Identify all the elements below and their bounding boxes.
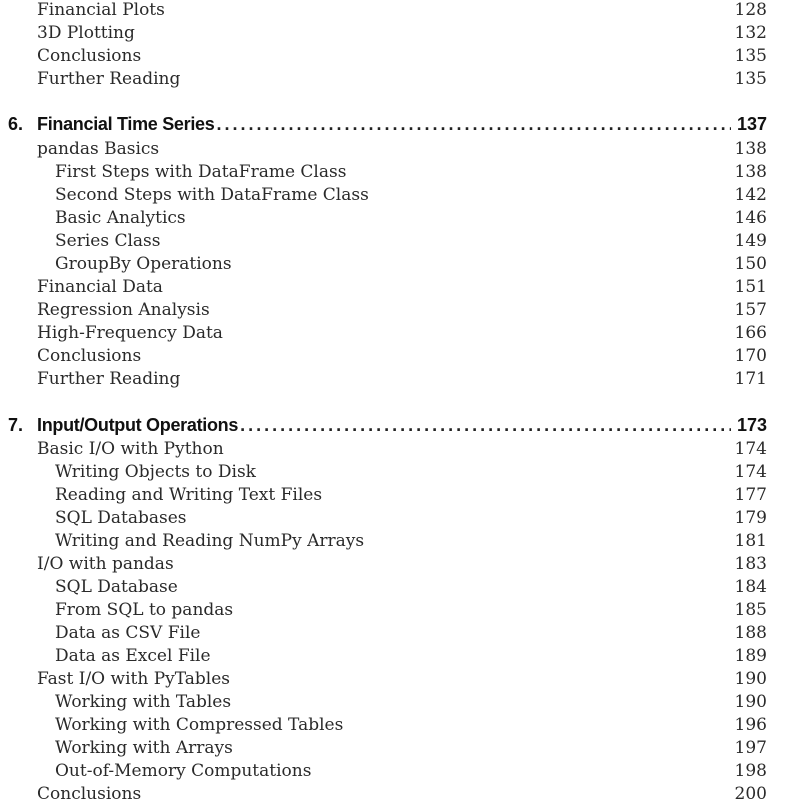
toc-subentry[interactable] — [37, 645, 767, 668]
toc-entry-title: pandas Basics — [37, 139, 160, 159]
toc-entry-page: 184 — [734, 577, 767, 597]
toc-entry[interactable] — [37, 45, 767, 68]
toc-entry-page: 138 — [734, 139, 767, 159]
toc-entry-title: Conclusions — [37, 346, 142, 366]
toc-entry-page: 128 — [734, 0, 767, 20]
toc-entry-title: Writing Objects to Disk — [55, 462, 256, 482]
toc-subentry[interactable] — [37, 530, 767, 553]
toc-entry-title: Working with Compressed Tables — [55, 715, 344, 735]
toc-entry-title: Fast I/O with PyTables — [37, 669, 230, 689]
dot-leader — [216, 112, 730, 136]
toc-entry-title: Conclusions — [37, 784, 142, 804]
toc-entry[interactable] — [37, 138, 767, 161]
toc-entry-page: 196 — [734, 715, 767, 735]
toc-entry-title: From SQL to pandas — [55, 600, 234, 620]
chapter-page: 137 — [736, 114, 767, 134]
toc-entry-title: Series Class — [55, 231, 161, 251]
toc-entry-title: Writing and Reading NumPy Arrays — [55, 531, 365, 551]
toc-entry-title: Further Reading — [37, 69, 181, 89]
toc-entry-page: 146 — [734, 208, 767, 228]
toc-entry[interactable] — [37, 68, 767, 91]
toc-subentry[interactable] — [37, 161, 767, 184]
toc-entry-page: 198 — [734, 761, 767, 781]
toc-entry-page: 190 — [734, 669, 767, 689]
toc-entry[interactable] — [37, 553, 767, 576]
toc-subentry[interactable] — [37, 622, 767, 645]
toc-entry-title: Regression Analysis — [37, 300, 210, 320]
toc-subentry[interactable] — [37, 184, 767, 207]
toc-entry-page: 190 — [734, 692, 767, 712]
chapter-number: 7. — [8, 415, 24, 435]
toc-entry-title: Basic Analytics — [55, 208, 186, 228]
toc-entry[interactable] — [37, 783, 767, 806]
toc-subentry[interactable] — [37, 207, 767, 230]
toc-entry-title: Data as Excel File — [55, 646, 211, 666]
toc-subentry[interactable] — [37, 484, 767, 507]
toc-entry-page: 183 — [734, 554, 767, 574]
chapter-title: Financial Time Series — [37, 114, 215, 134]
toc-entry-page: 185 — [734, 600, 767, 620]
toc-entry-page: 189 — [734, 646, 767, 666]
toc-subentry[interactable] — [37, 760, 767, 783]
toc-entry-page: 188 — [734, 623, 767, 643]
chapter-number: 6. — [8, 114, 24, 134]
toc-entry-page: 142 — [734, 185, 767, 205]
chapter-title: Input/Output Operations — [37, 415, 239, 435]
dot-leader — [240, 413, 731, 437]
toc-entry[interactable] — [37, 299, 767, 322]
toc-entry[interactable] — [37, 322, 767, 345]
toc-entry-page: 177 — [734, 485, 767, 505]
toc-entry-title: SQL Databases — [55, 508, 187, 528]
toc-entry-title: Working with Tables — [55, 692, 232, 712]
toc-entry-title: Further Reading — [37, 369, 181, 389]
toc-entry-title: GroupBy Operations — [55, 254, 232, 274]
chapter-page: 173 — [736, 415, 767, 435]
toc-entry-page: 135 — [734, 69, 767, 89]
toc-entry-title: First Steps with DataFrame Class — [55, 162, 347, 182]
toc-entry-title: Second Steps with DataFrame Class — [55, 185, 369, 205]
toc-entry-page: 200 — [734, 784, 767, 804]
toc-subentry[interactable] — [37, 507, 767, 530]
toc-subentry[interactable] — [37, 691, 767, 714]
toc-entry[interactable] — [37, 276, 767, 299]
toc-entry-title: Basic I/O with Python — [37, 439, 224, 459]
toc-entry-page: 135 — [734, 46, 767, 66]
toc-subentry[interactable] — [37, 230, 767, 253]
toc-entry-title: Financial Data — [37, 277, 163, 297]
toc-entry-title: 3D Plotting — [37, 23, 135, 43]
toc-subentry[interactable] — [37, 576, 767, 599]
toc-entry-page: 170 — [734, 346, 767, 366]
toc-subentry[interactable] — [37, 253, 767, 276]
toc-entry-page: 174 — [734, 462, 767, 482]
toc-entry-page: 157 — [734, 300, 767, 320]
toc-entry-title: Working with Arrays — [55, 738, 233, 758]
toc-entry-page: 179 — [734, 508, 767, 528]
toc-entry-page: 151 — [734, 277, 767, 297]
toc-entry-page: 138 — [734, 162, 767, 182]
toc-entry[interactable] — [37, 345, 767, 368]
toc-entry-title: Out-of-Memory Computations — [55, 761, 312, 781]
toc-entry-title: Reading and Writing Text Files — [55, 485, 323, 505]
toc-entry[interactable] — [37, 0, 767, 22]
chapter-heading-6[interactable] — [8, 112, 767, 136]
toc-subentry[interactable] — [37, 461, 767, 484]
toc-entry-title: Financial Plots — [37, 0, 165, 20]
toc-entry[interactable] — [37, 668, 767, 691]
toc-entry-title: SQL Database — [55, 577, 178, 597]
toc-entry-page: 149 — [734, 231, 767, 251]
toc-subentry[interactable] — [37, 599, 767, 622]
toc-entry-title: Data as CSV File — [55, 623, 201, 643]
chapter-heading-7[interactable] — [8, 413, 767, 437]
toc-entry[interactable] — [37, 438, 767, 461]
toc-entry-title: I/O with pandas — [37, 554, 174, 574]
toc-entry-title: Conclusions — [37, 46, 142, 66]
toc-entry-page: 166 — [734, 323, 767, 343]
toc-entry-page: 197 — [734, 738, 767, 758]
toc-entry-title: High-Frequency Data — [37, 323, 223, 343]
toc-entry-page: 174 — [734, 439, 767, 459]
toc-entry[interactable] — [37, 22, 767, 45]
toc-entry-page: 132 — [734, 23, 767, 43]
toc-entry-page: 181 — [734, 531, 767, 551]
toc-subentry[interactable] — [37, 737, 767, 760]
toc-entry-page: 150 — [734, 254, 767, 274]
toc-entry[interactable] — [37, 368, 767, 391]
toc-subentry[interactable] — [37, 714, 767, 737]
toc-entry-page: 171 — [734, 369, 767, 389]
